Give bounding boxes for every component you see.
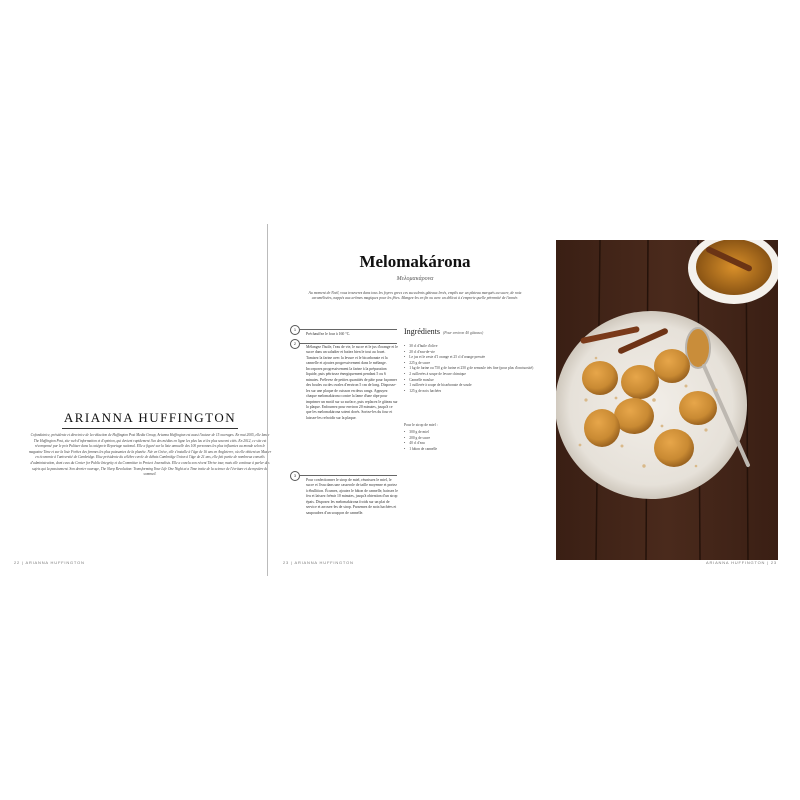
step-rule-3	[299, 475, 397, 476]
ingredient-item: • 20 cl d'eau-de-vie	[404, 350, 546, 356]
ingredient-item: • 125 g de noix hachées	[404, 389, 546, 395]
ingredient-item: • 1 cuillerée à soupe de bicarbonate de soude	[404, 383, 546, 389]
folio-right: ARIANNA HUFFINGTON | 23	[706, 560, 777, 565]
syrup-ingredient-item: • 300 g de miel	[404, 430, 546, 436]
ingredient-item: • 1 kg de farine ou 750 g de farine et 250 g de semoule très fine (pour plus d'onctuosité)	[404, 366, 546, 372]
folio-left: 22 | ARIANNA HUFFINGTON	[14, 560, 85, 565]
folio-middle: 23 | ARIANNA HUFFINGTON	[283, 560, 354, 565]
recipe-intro: Au moment de Noël, vous trouverez dans tous les foyers grecs ces succulents gâteaux levés, emplis sur un plateau marqués au sucre, de noix caramélisées, nappés aux arômes magiques pour les fêtes. Mangez-les en fin ou avec un délicat à s'emporte quelle pérennité de l'année.	[308, 291, 522, 301]
left-page	[0, 224, 268, 576]
ingredients-subheading: (Pour environ 40 gâteaux)	[443, 331, 484, 335]
ingredient-item: • Le jus et le zeste d'1 orange et 25 cl d'orange pressée	[404, 355, 546, 361]
recipe-title: Melomakárona	[359, 252, 471, 271]
step-number-2: 2	[290, 339, 300, 349]
syrup-ingredients-list	[404, 430, 546, 452]
syrup-ingredient-item: • 1 bâton de cannelle	[404, 447, 546, 453]
step-text-2: Mélangez l'huile, l'eau de vie, le sucre et le jus d'orange et le sucre dans un saladier et battez bien le tout au fouet. Tamisez la farine avec la levure et le bicarbonate et la cannelle et ajoutez progressivement dans le mélange. Incorporez progressivement la farine à la préparation liquide, puis pétrissez énergiquement pendant 5 ou 6 minutes. Prélevez de petites quantités de pâte pour façonner des boules ou des ovales d'environ 5 cm de long. Disposez-les sur une plaque de cuisson en deux rangs. Appuyez chaque melomakárono contre la lame d'une râpe pour imprimer un motif sur sa surface, puis replacez le gâteau sur la plaque. Enfournez pour environ 20 minutes, jusqu'à ce que les melomakárona soient dorés. Sortez-les du four et laissez-les refroidir sur la plaque.	[306, 345, 398, 420]
ingredient-item: • Cannelle moulue	[404, 378, 546, 384]
ingredients-heading-label: Ingrédients	[404, 327, 440, 336]
book-spine	[267, 224, 268, 576]
syrup-ingredient-item: • 200 g de sucre	[404, 436, 546, 442]
ingredients-heading	[404, 327, 483, 336]
author-bio: Cofondatrice, présidente et directrice de la rédaction de Huffington Post Media Group, Arianna Huffington est aussi l'auteur de 15 ouvrages. En mai 2005, elle lance The Huffington Post, site web d'information et d'opinion, qui devient rapidement l'un des médias en ligne les plus lus et les plus souvent cités. En 2012, ce site est récompensé par le prix Pulitzer dans la catégorie Reportage national. Elle a figuré sur la liste annuelle des 100 personnes les plus influentes au monde selon le magazine Time et sur la liste Forbes des femmes les plus puissantes de la planète. Née en Grèce, elle s'installe à l'âge de 16 ans en Angleterre, où elle obtient un Master en économie à l'université de Cambridge. Elue présidente du célèbre cercle de débats Cambridge Union à l'âge de 21 ans, elle fait partie de nombreux conseils d'administration, dont ceux du Center for Public Integrity et du Committee to Protect Journalists. Elle a conclu son récent Thrive tour, mais elle continue à parler des sujets qui la passionnent. Son dernier ouvrage, The Sleep Revolution: Transforming Your Life One Night at a Time traite de la science de l'écriture et du mystère du sommeil.	[28, 433, 272, 477]
syrup-heading: Pour le sirop de miel :	[404, 423, 438, 427]
step-number-1: 1	[290, 325, 300, 335]
recipe-greek-title: Μελομακάρονα	[396, 276, 434, 282]
step-text-3: Pour confectionner le sirop de miel, réunissez le miel, le sucre et l'eau dans une casserole de taille moyenne et portez à ébullition. Écumez, ajoutez le bâton de cannelle, baissez le feu et laissez frémir 10 minutes, jusqu'à obtention d'un sirop épais. Disposez les melomakárona froids sur un plat de service et arrosez-les de sirop. Parsemez de noix hachées et saupoudrez d'un soupçon de cannelle.	[306, 478, 398, 515]
step-text-1: Préchauffez le four à 160 °C.	[306, 332, 351, 336]
ingredients-list	[404, 344, 546, 394]
step-number-3: 3	[290, 471, 300, 481]
author-name-rule	[62, 428, 238, 429]
syrup-ingredient-item: • 40 cl d'eau	[404, 441, 546, 447]
step-rule-2	[299, 343, 397, 344]
step-rule-1	[299, 329, 397, 330]
author-name: ARIANNA HUFFINGTON	[63, 410, 237, 425]
melomakarona-photo	[556, 240, 778, 560]
ingredient-item: • 2 cuillerées à soupe de levure chimique	[404, 372, 546, 378]
ingredient-item: • 30 cl d'huile d'olive	[404, 344, 546, 350]
ingredient-item: • 225 g de sucre	[404, 361, 546, 367]
